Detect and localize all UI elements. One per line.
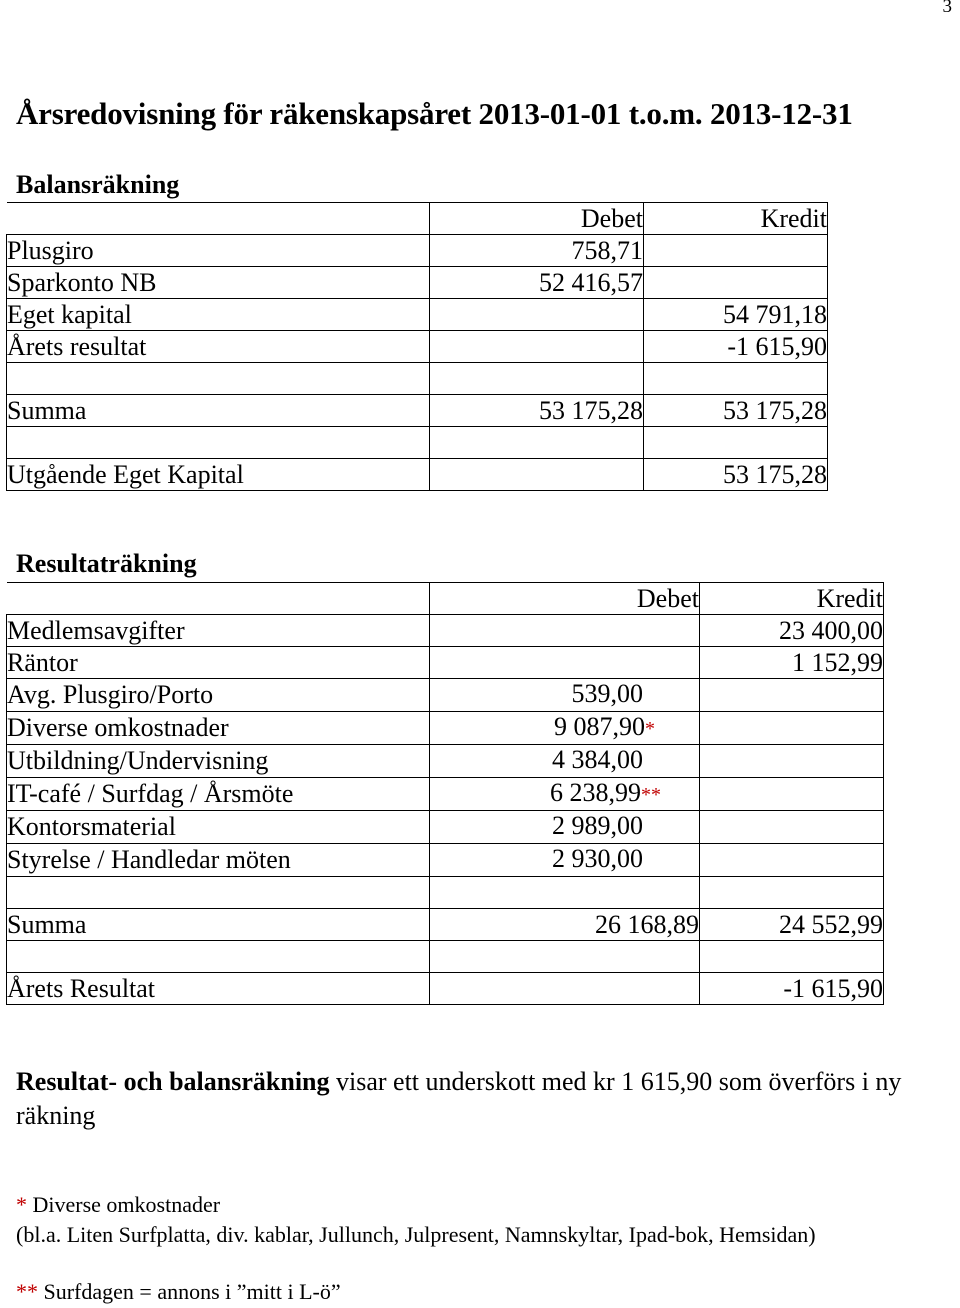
arets-kredit: -1 615,90 (700, 973, 884, 1005)
summary-bold: Resultat- och balansräkning (16, 1067, 330, 1096)
row-debet: 2 930,00 (552, 844, 643, 873)
balance-heading: Balansräkning (16, 170, 180, 199)
footnote-1-mark: * (16, 1192, 27, 1217)
summa-label: Summa (7, 909, 430, 941)
row-label: Sparkonto NB (7, 267, 430, 299)
footnote-2-mark: ** (16, 1279, 38, 1304)
footnote-1 (16, 1192, 220, 1218)
summa-row (7, 395, 828, 427)
result-heading: Resultaträkning (16, 549, 197, 578)
col-debet: Debet (430, 583, 700, 615)
row-kredit: 23 400,00 (700, 615, 884, 647)
row-debet (430, 299, 644, 331)
summa-kredit: 53 175,28 (644, 395, 828, 427)
table-row (7, 679, 884, 712)
table-row (7, 844, 884, 877)
row-kredit: 1 152,99 (700, 647, 884, 679)
arets-resultat-row (7, 973, 884, 1005)
table-row (7, 267, 828, 299)
row-kredit (700, 844, 884, 877)
closing-label: Utgående Eget Kapital (7, 459, 430, 491)
row-debet: 2 989,00 (552, 811, 643, 840)
row-debet: 4 384,00 (552, 745, 643, 774)
summa-debet: 53 175,28 (430, 395, 644, 427)
row-label: Räntor (7, 647, 430, 679)
row-label: Medlemsavgifter (7, 615, 430, 647)
row-label: Kontorsmaterial (7, 811, 430, 844)
row-mark: ** (641, 784, 661, 806)
page-title: Årsredovisning för räkenskapsåret 2013-01-01 t.o.m. 2013-12-31 (16, 96, 853, 131)
row-kredit (644, 267, 828, 299)
row-debet (430, 331, 644, 363)
header-blank (7, 203, 430, 235)
table-row (7, 778, 884, 811)
summa-debet: 26 168,89 (430, 909, 700, 941)
empty-row (7, 363, 828, 395)
footnote-2 (16, 1279, 341, 1305)
summa-label: Summa (7, 395, 430, 427)
balance-table (6, 202, 828, 491)
closing-row (7, 459, 828, 491)
row-debet: 9 087,90 (554, 712, 645, 741)
closing-kredit: 53 175,28 (644, 459, 828, 491)
arets-label: Årets Resultat (7, 973, 430, 1005)
row-label: Utbildning/Undervisning (7, 745, 430, 778)
row-label: Eget kapital (7, 299, 430, 331)
table-row (7, 745, 884, 778)
table-row (7, 235, 828, 267)
row-debet: 6 238,99 (550, 778, 641, 807)
table-header-row (7, 203, 828, 235)
empty-row (7, 877, 884, 909)
table-row (7, 615, 884, 647)
summary-paragraph (16, 1065, 946, 1133)
footnote-1-text: Diverse omkostnader (27, 1192, 221, 1217)
table-row (7, 331, 828, 363)
row-kredit (700, 712, 884, 745)
row-label: Avg. Plusgiro/Porto (7, 679, 430, 712)
col-kredit: Kredit (644, 203, 828, 235)
summa-kredit: 24 552,99 (700, 909, 884, 941)
row-kredit: 54 791,18 (644, 299, 828, 331)
page-number: 3 (942, 0, 952, 17)
table-row (7, 811, 884, 844)
row-kredit (700, 745, 884, 778)
row-label: Styrelse / Handledar möten (7, 844, 430, 877)
row-label: Diverse omkostnader (7, 712, 430, 745)
row-label: Årets resultat (7, 331, 430, 363)
col-debet: Debet (430, 203, 644, 235)
table-header-row (7, 583, 884, 615)
row-label: IT-café / Surfdag / Årsmöte (7, 778, 430, 811)
row-kredit: -1 615,90 (644, 331, 828, 363)
footnote-1-detail: (bl.a. Liten Surfplatta, div. kablar, Jullunch, Julpresent, Namnskyltar, Ipad-bok, Hemsidan) (16, 1222, 816, 1247)
col-kredit: Kredit (700, 583, 884, 615)
summa-row (7, 909, 884, 941)
table-row (7, 299, 828, 331)
row-debet: 758,71 (430, 235, 644, 267)
table-row (7, 712, 884, 745)
row-label: Plusgiro (7, 235, 430, 267)
row-kredit (700, 811, 884, 844)
table-row (7, 647, 884, 679)
row-kredit (644, 235, 828, 267)
row-kredit (700, 679, 884, 712)
header-blank (7, 583, 430, 615)
row-debet: 52 416,57 (430, 267, 644, 299)
empty-row (7, 941, 884, 973)
row-debet: 539,00 (571, 679, 643, 708)
row-mark: * (645, 718, 655, 740)
empty-row (7, 427, 828, 459)
row-kredit (700, 778, 884, 811)
result-table (6, 582, 884, 1005)
summary-text: visar ett underskott med kr 1 615,90 som överförs i ny räkning (16, 1067, 902, 1130)
footnote-2-text: Surfdagen = annons i ”mitt i L-ö” (38, 1279, 341, 1304)
